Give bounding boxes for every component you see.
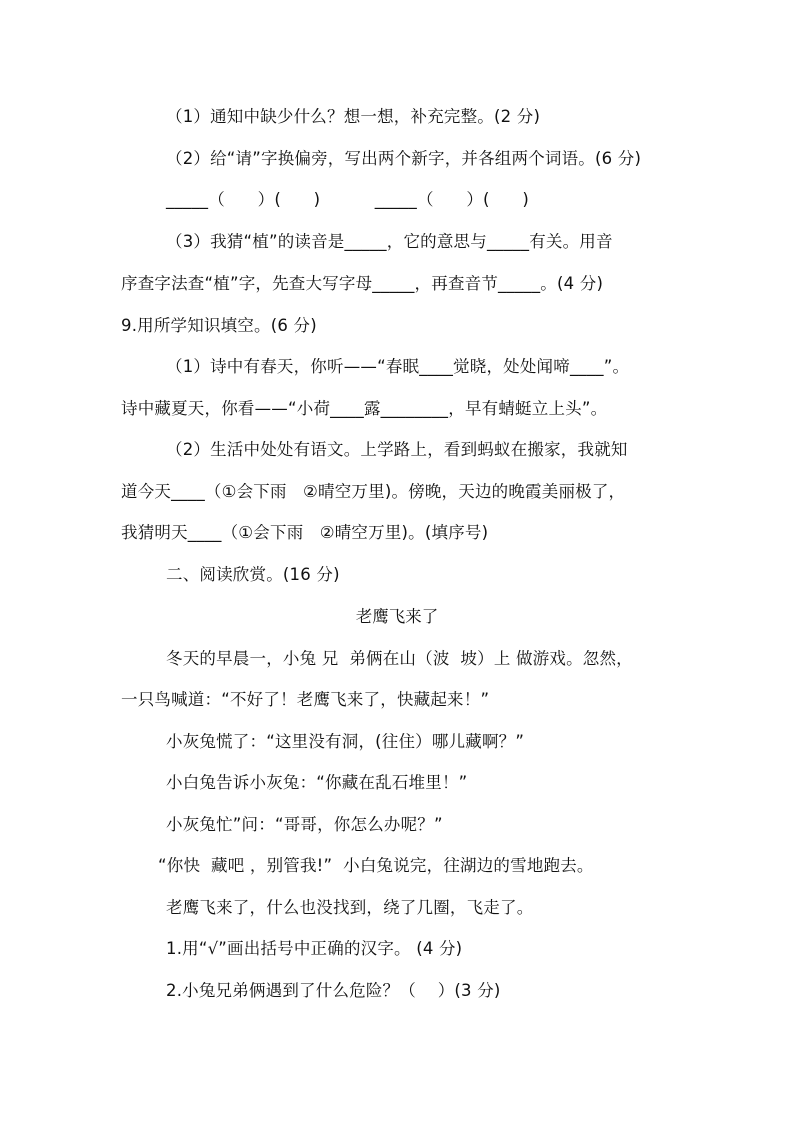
story-line: “你快 藏吧 ，别管我!” 小白兔说完，往湖边的雪地跑去。 [158, 856, 594, 875]
question-line: （1）诗中有春天，你听——“春眠____觉晓，处处闻啼____”。 [166, 357, 630, 376]
story-line: 小灰兔忙”问：“哥哥，你怎么办呢？” [166, 815, 443, 834]
question-line: 道今天____（①会下雨 ②晴空万里)。傍晚，天边的晚霞美丽极了， [121, 482, 626, 501]
question-line: 诗中藏夏天，你看——“小荷____露________，早有蜻蜓立上头”。 [121, 399, 608, 418]
question-line: 序查字法查“植”字，先查大写字母_____，再查音节_____。(4 分) [121, 274, 604, 293]
question-line: 1.用“√”画出括号中正确的汉字。 (4 分) [166, 939, 463, 958]
story-line: 小白兔告诉小灰兔：“你藏在乱石堆里！” [166, 773, 468, 792]
question-line: （2）给“请”字换偏旁，写出两个新字，并各组两个词语。(6 分) [166, 149, 642, 168]
story-line: 冬天的早晨一，小兔 兄 弟俩在山（波 坡）上 做游戏。忽然， [166, 649, 633, 668]
section-heading: 9.用所学知识填空。(6 分) [121, 316, 317, 335]
question-line: （1）通知中缺少什么？想一想，补充完整。(2 分) [166, 107, 541, 126]
story-line: 老鹰飞来了，什么也没找到，绕了几圈，飞走了。 [166, 898, 534, 917]
question-line: 2.小兔兄弟俩遇到了什么危险？（ ）(3 分) [166, 981, 501, 1000]
story-line: 小灰兔慌了：“这里没有洞，(往住）哪儿藏啊？” [166, 732, 525, 751]
section-heading: 二、阅读欣赏。(16 分) [166, 565, 340, 584]
question-line: （3）我猜“植”的读音是_____，它的意思与_____有关。用音 [166, 232, 613, 251]
question-line: 我猜明天____（①会下雨 ②晴空万里)。(填序号) [121, 523, 489, 542]
question-line: （2）生活中处处有语文。上学路上，看到蚂蚁在搬家，我就知 [166, 440, 628, 459]
story-line: 一只鸟喊道：“不好了！老鹰飞来了，快藏起来！” [121, 690, 490, 709]
story-title: 老鹰飞来了 [355, 607, 439, 626]
answer-blank-line: _____（ ）( ) _____（ ）( ) [166, 190, 529, 209]
